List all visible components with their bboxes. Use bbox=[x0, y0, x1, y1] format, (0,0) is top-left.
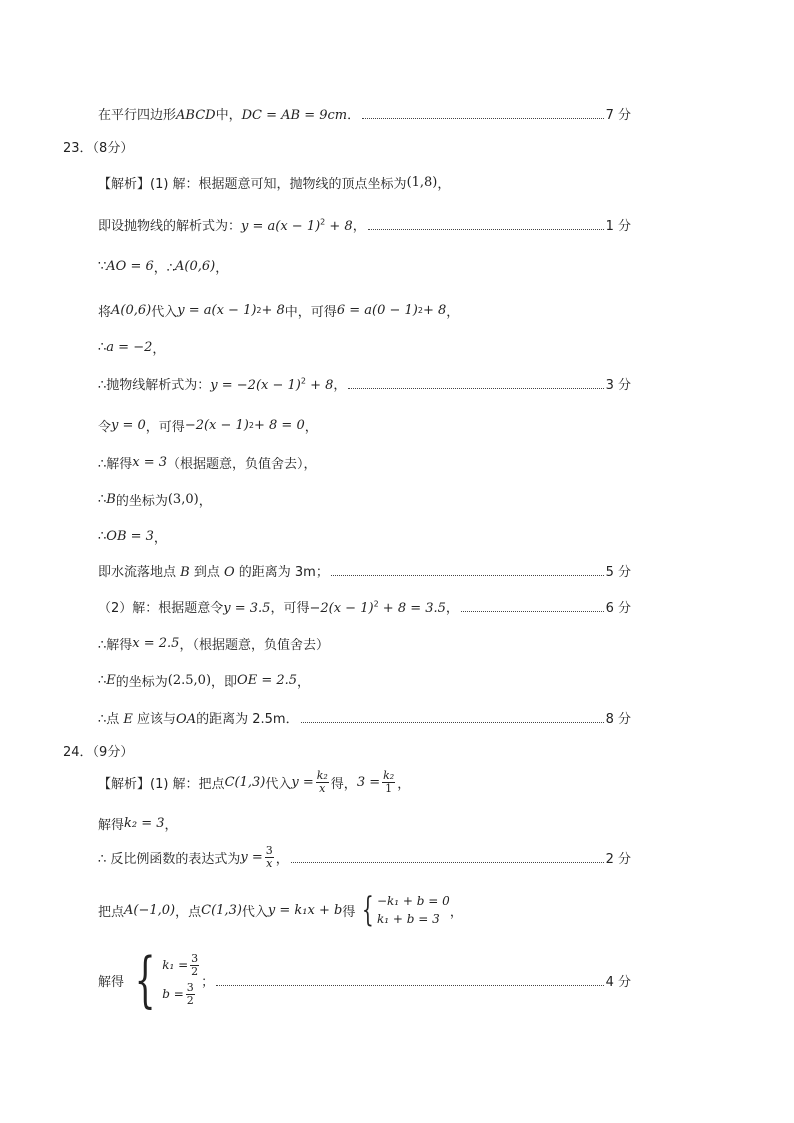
exponent: 2 bbox=[320, 217, 326, 227]
math: y = a(x − 1) bbox=[177, 303, 257, 318]
text: ， bbox=[352, 219, 366, 234]
math: E bbox=[106, 673, 116, 688]
system-lhs: b = bbox=[162, 987, 184, 1002]
fraction bbox=[316, 770, 329, 795]
text: 的距离为 2.5m． bbox=[196, 712, 299, 727]
math: OA bbox=[176, 712, 197, 727]
math: (2.5,0) bbox=[167, 673, 212, 688]
math: ABCD bbox=[176, 108, 216, 123]
math: C(1,3) bbox=[201, 902, 242, 918]
math: (1,8) bbox=[406, 175, 438, 190]
line-distance-b-o bbox=[98, 561, 631, 580]
fraction bbox=[190, 953, 199, 978]
text: ，点 bbox=[175, 904, 202, 920]
math: OB = 3 bbox=[106, 529, 154, 544]
numerator: k₂ bbox=[316, 769, 328, 782]
text: ， bbox=[297, 675, 311, 690]
line-e-coord bbox=[98, 671, 310, 690]
line-x-3 bbox=[98, 453, 317, 472]
denominator: 2 bbox=[186, 994, 194, 1008]
text: 到点 bbox=[189, 565, 224, 580]
system-lines bbox=[162, 953, 201, 1007]
leader-dots bbox=[461, 611, 604, 612]
fraction bbox=[265, 845, 274, 870]
text: ，可得 bbox=[145, 420, 185, 435]
line-set-parabola bbox=[98, 215, 631, 234]
text: ． bbox=[347, 108, 361, 123]
text: ∴ bbox=[98, 529, 107, 544]
math: −2(x − 1) bbox=[309, 601, 374, 616]
question-label: 23．（8分） bbox=[63, 141, 134, 156]
text: 的坐标为 bbox=[115, 494, 168, 509]
math: (3,0) bbox=[167, 492, 199, 507]
line-solve-k1-b bbox=[98, 945, 631, 1015]
system-line: −k₁ + b = 0 bbox=[376, 894, 450, 908]
math: + 8 bbox=[325, 219, 353, 234]
exponent: 2 bbox=[256, 306, 262, 315]
text: ，（根据题意，负值舍去） bbox=[179, 638, 329, 653]
text: ， bbox=[333, 378, 347, 393]
text: ， bbox=[164, 818, 178, 833]
equation-system bbox=[357, 892, 449, 928]
score-label: 1 分 bbox=[605, 219, 631, 234]
text: ∴解得 bbox=[98, 638, 133, 653]
text: 得， bbox=[330, 777, 357, 793]
math: OE = 2.5 bbox=[237, 673, 298, 688]
denominator: 2 bbox=[191, 964, 199, 978]
text: ∴ bbox=[98, 340, 107, 355]
denominator: x bbox=[319, 782, 326, 796]
denominator: 1 bbox=[385, 782, 393, 796]
text: ∴解得 bbox=[98, 457, 133, 472]
line-substitute-a-c bbox=[98, 892, 463, 928]
math: 6 = a(0 − 1) bbox=[336, 303, 418, 318]
text: ∴抛物线解析式为： bbox=[98, 378, 211, 393]
math: + 8 bbox=[305, 378, 334, 393]
math: + 8 bbox=[422, 303, 447, 318]
text: 中，可得 bbox=[284, 305, 337, 320]
numerator: 3 bbox=[265, 844, 273, 857]
math: E bbox=[123, 712, 133, 727]
fraction bbox=[186, 982, 195, 1007]
text: ， bbox=[275, 852, 289, 868]
leader-dots bbox=[301, 722, 604, 723]
score-label: 4 分 bbox=[605, 974, 631, 990]
math: O bbox=[223, 565, 235, 580]
line-parabola-formula bbox=[98, 374, 631, 393]
numerator: 3 bbox=[191, 951, 199, 965]
math: B bbox=[180, 565, 190, 580]
math: y = −2(x − 1) bbox=[210, 378, 301, 393]
text: ∴ bbox=[98, 492, 107, 507]
math: a = −2 bbox=[106, 340, 153, 355]
text: ， bbox=[445, 601, 459, 616]
exponent: 2 bbox=[300, 376, 306, 386]
left-brace-icon: { bbox=[362, 890, 375, 930]
line-parallelogram bbox=[98, 104, 631, 123]
math: A(0,6) bbox=[111, 303, 152, 318]
math: y = 3.5 bbox=[223, 601, 271, 616]
system-line bbox=[162, 953, 201, 978]
line-ob bbox=[98, 527, 167, 546]
score-label: 7 分 bbox=[605, 108, 631, 123]
leader-dots bbox=[348, 388, 603, 389]
line-let-y-zero bbox=[98, 416, 318, 435]
math: A(−1,0) bbox=[124, 902, 176, 918]
math: 3 = bbox=[356, 775, 381, 791]
text: 将 bbox=[98, 305, 112, 320]
exponent: 2 bbox=[248, 421, 254, 430]
math: x = 2.5 bbox=[132, 636, 180, 651]
score-label: 5 分 bbox=[605, 565, 631, 580]
line-ao bbox=[98, 257, 228, 276]
math: y = k₁x + b bbox=[267, 902, 343, 918]
math: −2(x − 1) bbox=[184, 418, 249, 433]
line-inverse-function bbox=[98, 845, 631, 870]
text: ∵ bbox=[98, 259, 107, 274]
text: 令 bbox=[98, 420, 112, 435]
leader-dots bbox=[362, 118, 603, 119]
text: 【解析】(1) 解：根据题意可知，抛物线的顶点坐标为 bbox=[98, 177, 407, 192]
system-line: k₁ + b = 3 bbox=[376, 912, 440, 926]
math: + 8 = 3.5 bbox=[378, 601, 446, 616]
line-b-coord bbox=[98, 490, 212, 509]
leader-dots bbox=[291, 862, 604, 863]
text: ， bbox=[446, 305, 460, 320]
denominator: x bbox=[266, 857, 273, 871]
numerator: k₂ bbox=[383, 769, 395, 782]
text: 中， bbox=[215, 108, 242, 123]
exponent: 2 bbox=[373, 599, 379, 609]
line-a-value bbox=[98, 338, 165, 357]
text: ，即 bbox=[211, 675, 238, 690]
text: ， bbox=[215, 261, 229, 276]
text: 应该与 bbox=[132, 712, 177, 727]
text: 的坐标为 bbox=[115, 675, 168, 690]
math: C(1,3) bbox=[224, 775, 266, 791]
text: ， bbox=[449, 904, 463, 920]
leader-dots bbox=[216, 985, 603, 986]
text: 解得 bbox=[98, 974, 125, 990]
text: ∴ 反比例函数的表达式为 bbox=[98, 852, 241, 868]
system-lines bbox=[377, 892, 450, 928]
line-k2 bbox=[98, 814, 178, 833]
score-label: 3 分 bbox=[605, 378, 631, 393]
math: + 8 = 0 bbox=[253, 418, 305, 433]
line-part-2 bbox=[98, 597, 631, 616]
line-e-distance bbox=[98, 708, 631, 727]
fraction bbox=[382, 770, 395, 795]
math: y = bbox=[291, 775, 314, 791]
text: 的距离为 3m； bbox=[234, 565, 329, 580]
math: A(0,6) bbox=[175, 259, 216, 274]
question-label: 24．（9分） bbox=[63, 745, 134, 760]
score-label: 6 分 bbox=[605, 601, 631, 616]
math: y = a(x − 1) bbox=[241, 219, 321, 234]
exponent: 2 bbox=[417, 306, 423, 315]
numerator: 3 bbox=[186, 981, 194, 994]
text: ，可得 bbox=[270, 601, 310, 616]
line-x-2-5 bbox=[98, 634, 329, 653]
system-line bbox=[162, 982, 201, 1007]
math: y = bbox=[240, 850, 263, 866]
question-24-heading bbox=[63, 741, 133, 760]
score-label: 2 分 bbox=[605, 852, 631, 868]
left-brace-icon: { bbox=[134, 945, 156, 1015]
text: 在平行四边形 bbox=[98, 108, 177, 123]
text: （2）解：根据题意令 bbox=[98, 601, 224, 616]
math: k₂ = 3 bbox=[124, 816, 165, 831]
text: ∴点 bbox=[98, 712, 124, 727]
math: x = 3 bbox=[132, 455, 168, 470]
text: 代入 bbox=[265, 777, 292, 793]
text: ， bbox=[198, 494, 212, 509]
math: B bbox=[106, 492, 116, 507]
text: 【解析】(1) 解：把点 bbox=[98, 777, 225, 793]
text: 代入 bbox=[241, 904, 268, 920]
leader-dots bbox=[331, 575, 604, 576]
system-lhs: k₁ = bbox=[162, 958, 189, 973]
text: ， bbox=[304, 420, 318, 435]
line-substitute-c bbox=[98, 770, 410, 795]
text: 即设抛物线的解析式为： bbox=[98, 219, 242, 234]
math: y = 0 bbox=[111, 418, 146, 433]
math: DC = AB = 9cm bbox=[241, 108, 348, 123]
math: + 8 bbox=[261, 303, 285, 318]
text: ， bbox=[153, 531, 167, 546]
leader-dots bbox=[368, 229, 604, 230]
line-substitute-a bbox=[98, 301, 459, 320]
text: ， bbox=[152, 342, 166, 357]
score-label: 8 分 bbox=[605, 712, 631, 727]
text: 把点 bbox=[98, 904, 125, 920]
text: 即水流落地点 bbox=[98, 565, 181, 580]
math: AO = 6 bbox=[106, 259, 154, 274]
equation-system bbox=[126, 945, 201, 1015]
text: ∴ bbox=[98, 673, 107, 688]
text: ， bbox=[397, 777, 411, 793]
text: ， bbox=[437, 177, 451, 192]
line-vertex bbox=[98, 173, 450, 192]
question-23-heading bbox=[63, 137, 133, 156]
text: 得 bbox=[342, 904, 356, 920]
text: 解得 bbox=[98, 818, 125, 833]
text: （根据题意，负值舍去）， bbox=[167, 457, 317, 472]
text: 代入 bbox=[151, 305, 178, 320]
text: ，∴ bbox=[153, 261, 176, 276]
text: ； bbox=[201, 974, 215, 990]
